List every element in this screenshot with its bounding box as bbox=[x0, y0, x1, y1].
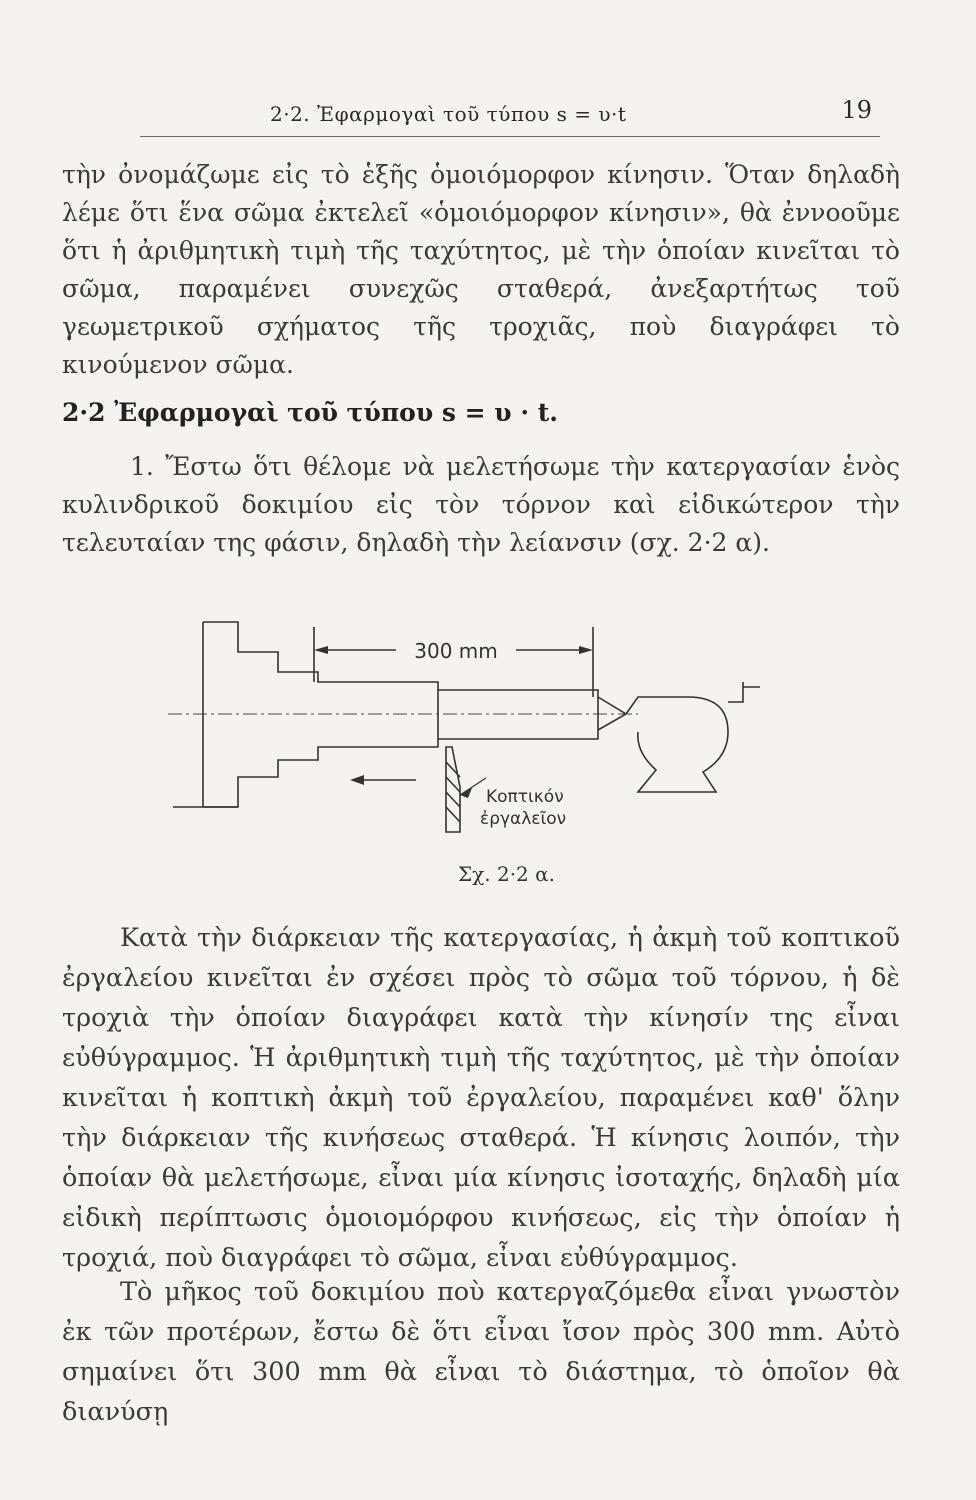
section-heading: 2·2 Ἐφαρμογαὶ τοῦ τύπου s = υ · t. bbox=[62, 398, 559, 427]
paragraph-machining: Κατὰ τὴν διάρκειαν τῆς κατεργασίας, ἡ ἀκμὴ τοῦ κοπτικοῦ ἐργαλείου κινεῖται ἐν σχέσει πρὸς τὸ σῶμα τοῦ τόρνου, ἡ δὲ τροχιὰ τὴν ὁποίαν διαγράφει κατὰ τὴν κίνησίν της εἶναι εὐθύγραμμος. Ἡ ἀριθμητικὴ τιμὴ τῆς ταχύτητος, μὲ τὴν ὁποίαν κινεῖται ἡ κοπτικὴ ἀκμὴ τοῦ ἐργαλείου, παραμένει καθ' ὅλην τὴν διάρκειαν τῆς κινήσεως σταθερά. Ἡ κίνησις λοιπόν, τὴν ὁποίαν θὰ μελετήσωμε, εἶναι μία κίνησις ἰσοταχής, δηλαδὴ μία εἰδικὴ περίπτωσις ὁμοιομόρφου κινήσεως, εἰς τὴν ὁποίαν ἡ τροχιά, ποὺ διαγράφει τὸ σῶμα, εἶναι εὐθύγραμμος. bbox=[62, 923, 900, 1273]
page-number: 19 bbox=[841, 96, 872, 124]
tailstock-outline bbox=[626, 697, 728, 792]
running-title: 2·2. Ἐφαρμογαὶ τοῦ τύπου s = υ·t bbox=[270, 102, 627, 126]
header-rule bbox=[140, 136, 880, 137]
dimension-label: 300 mm bbox=[414, 639, 498, 663]
paragraph-length: Τὸ μῆκος τοῦ δοκιμίου ποὺ κατεργαζόμεθα εἶναι γνωστὸν ἐκ τῶν προτέρων, ἔστω δὲ ὅτι εἶναι ἴσον πρὸς 300 mm. Αὐτὸ σημαίνει ὅτι 300 mm θὰ εἶναι τὸ διάστημα, τὸ ὁποῖον θὰ διανύσῃ bbox=[62, 1277, 900, 1427]
lathe-diagram bbox=[168, 612, 798, 852]
tool-label-line2: ἐργαλεῖον bbox=[480, 809, 567, 829]
page-header bbox=[140, 96, 880, 136]
tool-label-line1: Κοπτικόν bbox=[486, 787, 564, 807]
paragraph-intro: τὴν ὀνομάζωμε εἰς τὸ ἑξῆς ὁμοιόμορφον κίνησιν. Ὅταν δηλαδὴ λέμε ὅτι ἕνα σῶμα ἐκτελεῖ «ὁμοιόμορφον κίνησιν», θὰ ἐννοοῦμε ὅτι ἡ ἀριθμητικὴ τιμὴ τῆς ταχύτητος, μὲ τὴν ὁποίαν κινεῖται τὸ σῶμα, παραμένει συνεχῶς σταθερά, ἀνεξαρτήτως τοῦ γεωμετρικοῦ σχήματος τῆς τροχιᾶς, ποὺ διαγράφει τὸ κινούμενον σῶμα. bbox=[62, 160, 900, 379]
figure-caption: Σχ. 2·2 α. bbox=[458, 862, 556, 886]
paragraph-example-1: 1. Ἔστω ὅτι θέλομε νὰ μελετήσωμε τὴν κατεργασίαν ἑνὸς κυλινδρικοῦ δοκιμίου εἰς τὸν τόρνον καὶ εἰδικώτερον τὴν τελευταίαν της φάσιν, δηλαδὴ τὴν λείανσιν (σχ. 2·2 α). bbox=[62, 452, 900, 557]
lathe-figure bbox=[168, 612, 798, 892]
